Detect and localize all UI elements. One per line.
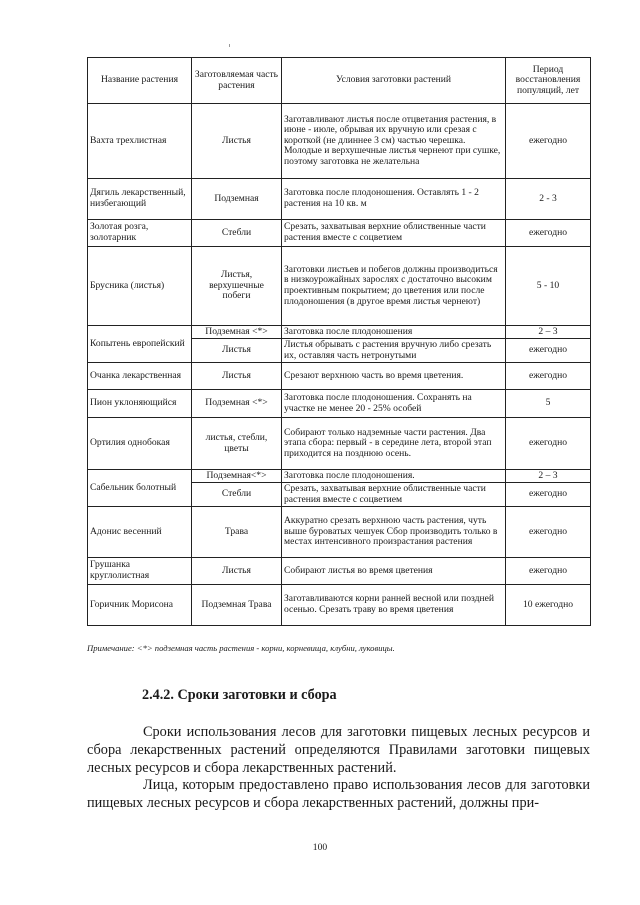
plant-name: Адонис весенний (88, 507, 192, 558)
harvest-conditions: Заготовка после плодоношения. Сохранять на участке не менее 20 - 25% особей (282, 390, 506, 418)
harvest-conditions: Листья обрывать с растения вручную либо срезать их, оставляя часть нетронутыми (282, 339, 506, 363)
table-row (88, 585, 591, 626)
plant-part: Подземная <*> (192, 326, 282, 339)
recovery-period: ежегодно (506, 558, 591, 585)
recovery-period: 2 – 3 (506, 470, 591, 483)
plant-part: Листья (192, 104, 282, 179)
plant-part: Листья (192, 339, 282, 363)
table-header-row (88, 58, 591, 104)
header-plant-part: Заготовляемая часть растения (192, 58, 282, 104)
recovery-period: 5 (506, 390, 591, 418)
plant-part: Стебли (192, 483, 282, 507)
recovery-period: ежегодно (506, 418, 591, 470)
harvest-conditions: Заготавливают листья после отцветания растения, в июне - июле, обрывая их вручную или срезая с короткой (не длиннее 3 см) частью черешка. Молодые и верхушечные листья чернеют при сушке, поэтому заготовка не желательна (282, 104, 506, 179)
plant-part: Подземная<*> (192, 470, 282, 483)
table-row (88, 390, 591, 418)
harvest-conditions: Заготовка после плодоношения (282, 326, 506, 339)
plant-name: Вахта трехлистная (88, 104, 192, 179)
table-row (88, 220, 591, 247)
harvest-conditions: Собирают листья во время цветения (282, 558, 506, 585)
header-conditions: Условия заготовки растений (282, 58, 506, 104)
plant-part: Листья (192, 558, 282, 585)
harvest-conditions: Срезать, захватывая верхние облиственные части растения вместе с соцветием (282, 220, 506, 247)
recovery-period: 2 – 3 (506, 326, 591, 339)
plant-part: Подземная Трава (192, 585, 282, 626)
plant-name: Дягиль лекарственный, низбегающий (88, 179, 192, 220)
harvest-conditions: Заготовки листьев и побегов должны производиться в низкоурожайных зарослях с достаточно высоким проективным покрытием; до цветения или после плодоношения (в другое время листья чернеют) (282, 247, 506, 326)
harvest-conditions: Заготовка после плодоношения. Оставлять 1 - 2 растения на 10 кв. м (282, 179, 506, 220)
harvest-conditions: Заготовка после плодоношения. (282, 470, 506, 483)
plant-name: Пион уклоняющийся (88, 390, 192, 418)
recovery-period: ежегодно (506, 104, 591, 179)
plant-part: Подземная <*> (192, 390, 282, 418)
harvest-conditions: Собирают только надземные части растения. Два этапа сбора: первый - в середине лета, второй этап приходится на позднюю осень. (282, 418, 506, 470)
body-paragraph: Лица, которым предоставлено право использования лесов для заготовки пищевых лесных ресурсов и сбора лекарственных растений, должны при- (87, 777, 590, 811)
recovery-period: ежегодно (506, 363, 591, 390)
header-recovery-period: Период восстановления популяций, лет (506, 58, 591, 104)
table-row (88, 470, 591, 483)
plant-part: листья, стебли, цветы (192, 418, 282, 470)
scan-mark (229, 44, 230, 47)
plant-name: Очанка лекарственная (88, 363, 192, 390)
plant-part: Листья, верхушечные побеги (192, 247, 282, 326)
recovery-period: 10 ежегодно (506, 585, 591, 626)
harvest-conditions: Аккуратно срезать верхнюю часть растения, чуть выше буроватых чешуек Сбор производить только в местах интенсивного произрастания растения (282, 507, 506, 558)
table-row (88, 247, 591, 326)
plant-part: Трава (192, 507, 282, 558)
table-row (88, 326, 591, 339)
plant-part: Листья (192, 363, 282, 390)
table-row (88, 507, 591, 558)
header-plant-name: Название растения (88, 58, 192, 104)
section-heading: 2.4.2. Сроки заготовки и сбора (142, 687, 337, 703)
recovery-period: ежегодно (506, 220, 591, 247)
plant-name: Ортилия однобокая (88, 418, 192, 470)
table-row (88, 418, 591, 470)
plant-name: Брусника (листья) (88, 247, 192, 326)
harvest-conditions: Срезать, захватывая верхние облиственные части растения вместе с соцветием (282, 483, 506, 507)
recovery-period: ежегодно (506, 507, 591, 558)
plant-part: Подземная (192, 179, 282, 220)
harvest-conditions: Заготавливаются корни ранней весной или поздней осенью. Срезать траву во время цветения (282, 585, 506, 626)
recovery-period: ежегодно (506, 483, 591, 507)
page-number: 100 (312, 842, 328, 853)
recovery-period: 2 - 3 (506, 179, 591, 220)
plant-name: Сабельник болотный (88, 470, 192, 507)
plant-name: Горичник Морисона (88, 585, 192, 626)
recovery-period: 5 - 10 (506, 247, 591, 326)
table-footnote: Примечание: <*> подземная часть растения - корни, корневища, клубни, луковицы. (87, 643, 395, 653)
body-paragraph: Сроки использования лесов для заготовки пищевых лесных ресурсов и сбора лекарственных растений определяются Правилами заготовки пищевых лесных ресурсов и сбора лекарственных растений. (87, 724, 590, 776)
recovery-period: ежегодно (506, 339, 591, 363)
table-row (88, 363, 591, 390)
plant-name: Золотая розга, золотарник (88, 220, 192, 247)
table-row (88, 179, 591, 220)
plant-name: Грушанка круглолистная (88, 558, 192, 585)
plant-part: Стебли (192, 220, 282, 247)
table-row (88, 558, 591, 585)
plant-name: Копытень европейский (88, 326, 192, 363)
harvest-conditions: Срезают верхнюю часть во время цветения. (282, 363, 506, 390)
harvest-table (87, 57, 591, 626)
table-row (88, 104, 591, 179)
